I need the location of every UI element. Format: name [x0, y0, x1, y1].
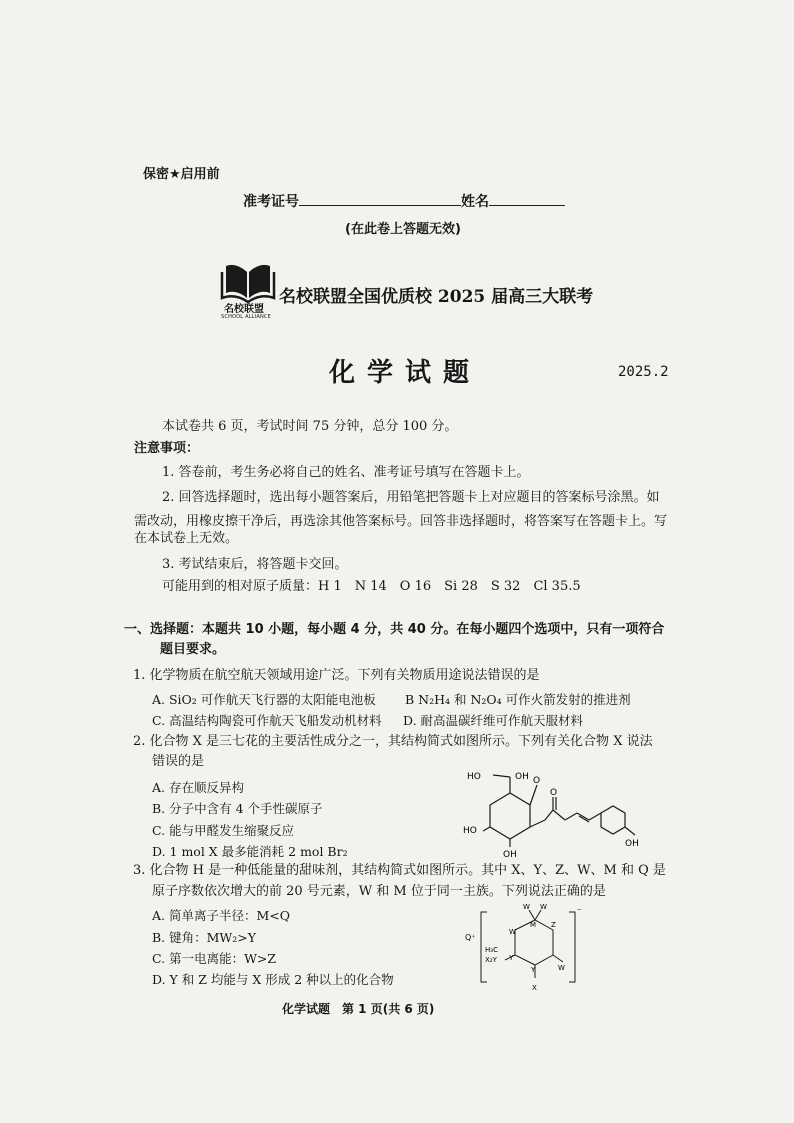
notice-2-end: 在本试卷上无效。 [134, 531, 239, 546]
notice-title: 注意事项： [134, 441, 200, 456]
exam-date: 2025.2 [618, 364, 669, 380]
h-label-w1: W [523, 903, 530, 911]
q1-option-c: C. 高温结构陶瓷可作航天飞船发动机材料 [152, 713, 382, 728]
secret-mark: 保密★启用前 [143, 167, 220, 182]
h-label-charge: ⁻ [577, 907, 582, 917]
compound-h-structure [465, 900, 605, 995]
h-label-w3: W [509, 928, 516, 936]
q3-stem-cont: 原子序数依次增大的前 20 号元素，W 和 M 位于同一主族。下列说法正确的是 [152, 884, 606, 899]
q1-option-a: A. SiO₂ 可作航天飞行器的太阳能电池板 [152, 692, 376, 707]
q2-option-d: D. 1 mol X 最多能消耗 2 mol Br₂ [152, 844, 348, 859]
h-label-y1: Y [509, 954, 514, 962]
atomic-masses: 可能用到的相对原子质量：H 1 N 14 O 16 Si 28 S 32 Cl 35.5 [162, 579, 581, 594]
name-blank [489, 191, 565, 206]
q2-option-a: A. 存在顺反异构 [152, 780, 244, 795]
q2-option-c: C. 能与甲醛发生缩聚反应 [152, 823, 295, 838]
h-label-x2y: X₂Y [485, 956, 497, 964]
q1-option-b: B N₂H₄ 和 N₂O₄ 可作火箭发射的推进剂 [405, 692, 631, 707]
subject-title: 化学试题 [329, 358, 482, 388]
notice-3: 3. 考试结束后，将答题卡交回。 [162, 557, 348, 572]
name-label: 姓名 [461, 194, 489, 210]
q3-option-b: B. 键角：MW₂>Y [152, 930, 257, 945]
exam-summary: 本试卷共 6 页，考试时间 75 分钟，总分 100 分。 [162, 419, 458, 434]
page-footer: 化学试题 第 1 页(共 6 页) [282, 1002, 435, 1016]
h-label-q: Q⁺ [465, 933, 476, 942]
candidate-info-line [243, 191, 565, 211]
section-1-title: 一、选择题：本题共 10 小题，每小题 4 分，共 40 分。在每小题四个选项中，只有一项符合 [124, 622, 665, 637]
q3-option-a: A. 简单离子半径：M<Q [152, 908, 290, 923]
notice-1: 1. 答卷前，考生务必将自己的姓名、准考证号填写在答题卡上。 [162, 465, 530, 480]
exam-name: 名校联盟全国优质校 2025 届高三大联考 [279, 287, 594, 307]
id-label: 准考证号 [243, 194, 299, 210]
q1-stem: 1. 化学物质在航空航天领域用途广泛。下列有关物质用途说法错误的是 [133, 668, 540, 683]
invalid-note: (在此卷上答题无效) [345, 222, 461, 237]
h-label-z: Z [551, 921, 556, 929]
q3-stem: 3. 化合物 H 是一种低能量的甜味剂，其结构简式如图所示。其中 X、Y、Z、W、M 和 Q 是 [133, 863, 666, 878]
x-label-o-carbonyl: O [550, 788, 558, 798]
x-label-oh-phenol: OH [625, 839, 639, 849]
q2-option-b: B. 分子中含有 4 个手性碳原子 [152, 801, 323, 816]
q3-option-c: C. 第一电离能：W>Z [152, 951, 277, 966]
logo-text: 名校联盟 [224, 304, 264, 315]
q3-option-d: D. Y 和 Z 均能与 X 形成 2 种以上的化合物 [152, 972, 394, 987]
q2-stem-cont: 错误的是 [152, 754, 205, 769]
notice-2: 2. 回答选择题时，选出每小题答案后，用铅笔把答题卡上对应题目的答案标号涂黑。如 [162, 490, 660, 505]
x-label-ho-top: HO [467, 772, 481, 782]
x-label-ho-left: HO [463, 826, 477, 836]
x-label-o-ring: O [533, 776, 541, 786]
h-label-x: X [532, 984, 537, 992]
compound-x-structure [455, 765, 660, 860]
x-label-oh-top: OH [515, 772, 529, 782]
x-label-oh-bottom: OH [503, 850, 517, 860]
id-blank [299, 191, 461, 206]
h-label-h3c: H₃C [485, 946, 498, 954]
h-label-y2: Y [531, 966, 536, 974]
q2-stem: 2. 化合物 X 是三七花的主要活性成分之一，其结构简式如图所示。下列有关化合物 X 说法 [133, 734, 653, 749]
section-1-title-cont: 题目要求。 [160, 642, 226, 657]
h-label-w2: W [540, 903, 547, 911]
q1-option-d: D. 耐高温碳纤维可作航天服材料 [403, 713, 584, 728]
logo-subtitle: SCHOOL ALLIANCE [221, 314, 271, 320]
notice-2-cont: 需改动，用橡皮擦干净后，再选涂其他答案标号。回答非选择题时，将答案写在答题卡上。写 [134, 514, 668, 529]
h-label-w4: W [558, 964, 565, 972]
h-label-m: M [530, 921, 537, 929]
